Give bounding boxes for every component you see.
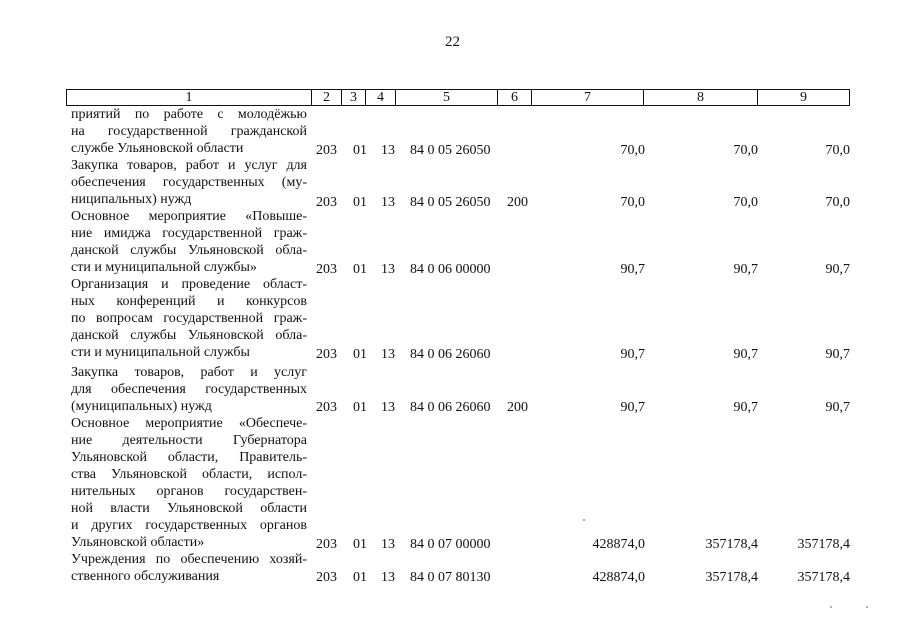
- description-line: ной власти Ульяновской области: [71, 501, 307, 516]
- header-col-3: 3: [342, 89, 366, 106]
- cell-col-6: 200: [507, 195, 528, 210]
- scan-speck: [830, 606, 832, 608]
- cell-col-8: 90,7: [733, 347, 758, 362]
- cell-col-4: 13: [381, 537, 395, 552]
- description-line: Основное мероприятие «Обеспече-: [71, 416, 307, 431]
- description-line: ниципальных) нужд: [71, 192, 192, 207]
- cell-col-2: 203: [316, 262, 337, 277]
- header-col-7: 7: [532, 89, 644, 106]
- description-line: ственного обслуживания: [71, 569, 220, 584]
- description-line: сти и муниципальной службы: [71, 345, 250, 360]
- cell-col-6: 200: [507, 400, 528, 415]
- description-line: на государственной гражданской: [71, 124, 307, 139]
- description-line: Основное мероприятие «Повыше-: [71, 209, 307, 224]
- cell-col-9: 70,0: [825, 143, 850, 158]
- cell-col-7: 428874,0: [592, 570, 645, 585]
- description-line: Учреждения по обеспечению хозяй-: [71, 552, 307, 567]
- cell-col-9: 90,7: [825, 400, 850, 415]
- cell-col-5: 84 0 06 26060: [410, 347, 491, 362]
- cell-col-5: 84 0 07 80130: [410, 570, 491, 585]
- cell-col-9: 90,7: [825, 347, 850, 362]
- row-description: [71, 415, 307, 551]
- description-line: приятий по работе с молодёжью: [71, 107, 307, 122]
- description-line: данской службы Ульяновской обла-: [71, 328, 307, 343]
- cell-col-7: 90,7: [620, 347, 645, 362]
- cell-col-3: 01: [353, 143, 367, 158]
- cell-col-8: 357178,4: [705, 537, 758, 552]
- cell-col-2: 203: [316, 537, 337, 552]
- cell-col-7: 90,7: [620, 400, 645, 415]
- cell-col-4: 13: [381, 347, 395, 362]
- description-line: сти и муниципальной службы»: [71, 260, 257, 275]
- cell-col-2: 203: [316, 195, 337, 210]
- header-col-9: 9: [758, 89, 850, 106]
- page-number: 22: [445, 34, 460, 50]
- description-line: Закупка товаров, работ и услуг для: [71, 158, 307, 173]
- header-col-6: 6: [498, 89, 532, 106]
- cell-col-7: 90,7: [620, 262, 645, 277]
- cell-col-8: 70,0: [733, 143, 758, 158]
- description-line: Организация и проведение област-: [71, 277, 307, 292]
- cell-col-3: 01: [353, 195, 367, 210]
- cell-col-9: 70,0: [825, 195, 850, 210]
- cell-col-7: 70,0: [620, 195, 645, 210]
- description-line: нительных органов государствен-: [71, 484, 307, 499]
- row-description: [71, 157, 307, 208]
- row-description: [71, 364, 307, 415]
- row-description: [71, 276, 307, 361]
- cell-col-2: 203: [316, 347, 337, 362]
- cell-col-2: 203: [316, 400, 337, 415]
- header-col-8: 8: [644, 89, 758, 106]
- description-line: по вопросам государственной граж-: [71, 311, 307, 326]
- description-line: для обеспечения государственных: [71, 382, 307, 397]
- cell-col-8: 357178,4: [705, 570, 758, 585]
- header-col-1: 1: [66, 89, 312, 106]
- cell-col-4: 13: [381, 570, 395, 585]
- row-description: [71, 106, 307, 157]
- cell-col-2: 203: [316, 143, 337, 158]
- cell-col-8: 70,0: [733, 195, 758, 210]
- description-line: Ульяновской области»: [71, 535, 205, 550]
- cell-col-3: 01: [353, 400, 367, 415]
- header-col-2: 2: [312, 89, 342, 106]
- description-line: данской службы Ульяновской обла-: [71, 243, 307, 258]
- cell-col-7: 428874,0: [592, 537, 645, 552]
- description-line: (муниципальных) нужд: [71, 399, 212, 414]
- description-line: ние деятельности Губернатора: [71, 433, 307, 448]
- cell-col-9: 90,7: [825, 262, 850, 277]
- row-description: [71, 551, 307, 585]
- row-description: [71, 208, 307, 276]
- table-header: [66, 89, 850, 106]
- cell-col-3: 01: [353, 537, 367, 552]
- cell-col-5: 84 0 06 26060: [410, 400, 491, 415]
- cell-col-3: 01: [353, 570, 367, 585]
- header-col-5: 5: [396, 89, 498, 106]
- cell-col-9: 357178,4: [797, 570, 850, 585]
- description-line: Ульяновской области, Правитель-: [71, 450, 307, 465]
- header-col-4: 4: [366, 89, 396, 106]
- cell-col-5: 84 0 05 26050: [410, 195, 491, 210]
- description-line: ние имиджа государственной граж-: [71, 226, 307, 241]
- cell-col-8: 90,7: [733, 262, 758, 277]
- cell-col-4: 13: [381, 262, 395, 277]
- cell-col-8: 90,7: [733, 400, 758, 415]
- cell-col-2: 203: [316, 570, 337, 585]
- scan-speck: [583, 519, 585, 521]
- cell-col-5: 84 0 06 00000: [410, 262, 491, 277]
- cell-col-4: 13: [381, 195, 395, 210]
- description-line: обеспечения государственных (му-: [71, 175, 307, 190]
- description-line: ных конференций и конкурсов: [71, 294, 307, 309]
- cell-col-5: 84 0 07 00000: [410, 537, 491, 552]
- cell-col-4: 13: [381, 400, 395, 415]
- cell-col-7: 70,0: [620, 143, 645, 158]
- description-line: Закупка товаров, работ и услуг: [71, 365, 307, 380]
- cell-col-4: 13: [381, 143, 395, 158]
- cell-col-5: 84 0 05 26050: [410, 143, 491, 158]
- description-line: и других государственных органов: [71, 518, 307, 533]
- cell-col-3: 01: [353, 262, 367, 277]
- description-line: службе Ульяновской области: [71, 141, 244, 156]
- scan-speck: [866, 606, 868, 608]
- cell-col-9: 357178,4: [797, 537, 850, 552]
- description-line: ства Ульяновской области, испол-: [71, 467, 307, 482]
- cell-col-3: 01: [353, 347, 367, 362]
